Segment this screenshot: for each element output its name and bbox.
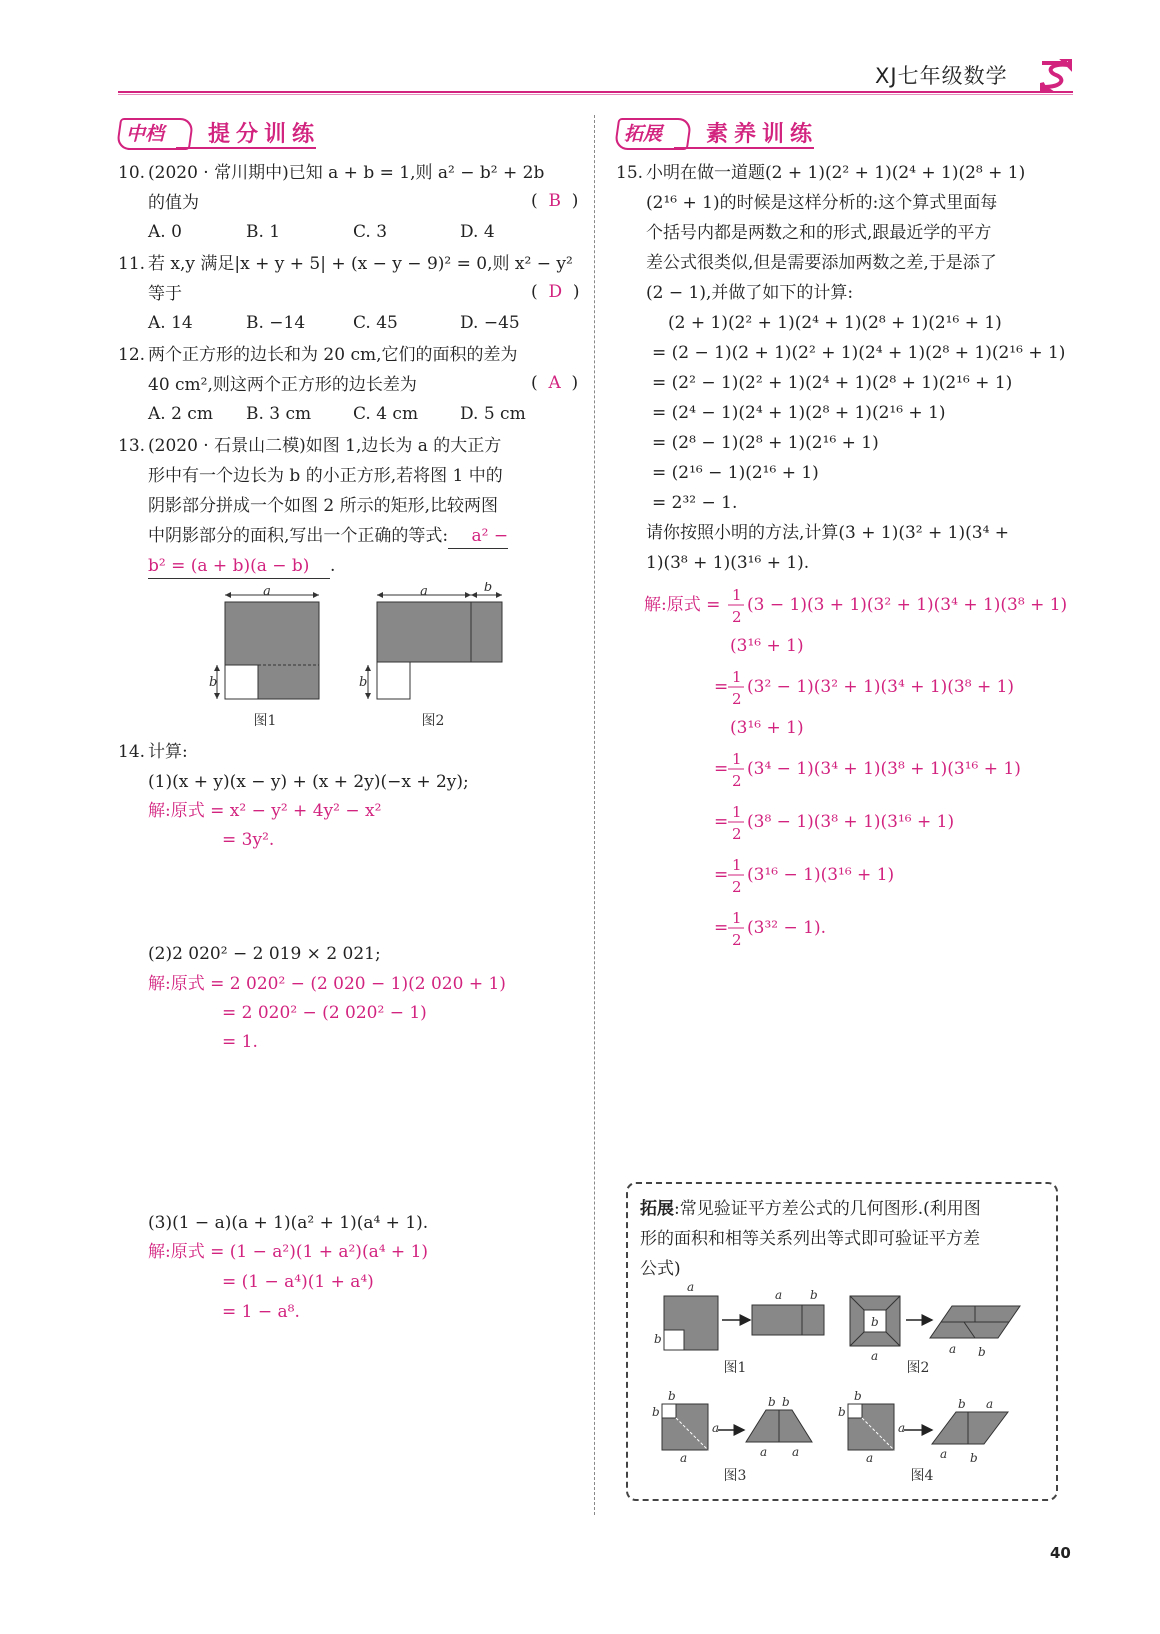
q15-calc-1: = (2 − 1)(2 + 1)(2² + 1)(2⁴ + 1)(2⁸ + 1)(2¹⁶ + 1) [652, 343, 1066, 363]
q14-part2-sol3: = 1. [222, 1032, 258, 1052]
q11-line2: 等于 [148, 284, 182, 304]
section-badge-right-text: 拓展 [624, 123, 663, 145]
fig2-label-b2: b [359, 675, 368, 690]
box-fig4-parallelogram [932, 1412, 1008, 1444]
box-fig4-pa1: a [986, 1397, 994, 1411]
box-line3: 公式) [640, 1259, 681, 1279]
q15-calc-2: = (2² − 1)(2² + 1)(2⁴ + 1)(2⁸ + 1)(2¹⁶ + 1) [652, 373, 1013, 393]
q15-eq-2: = [714, 677, 729, 697]
fig2-rectangle [377, 602, 502, 662]
q15-sol-5: (3⁸ − 1)(3⁸ + 1)(3¹⁶ + 1) [747, 812, 955, 832]
q13-number: 13. [118, 436, 146, 456]
q13-line5 [148, 554, 335, 579]
box-fig3-a2: a [680, 1451, 688, 1465]
box-fig3-caption: 图3 [723, 1468, 747, 1484]
box-fig3-tb2: b [782, 1395, 790, 1409]
q15-frac2-den: 2 [732, 690, 742, 708]
q13-line1 [118, 434, 501, 458]
q10-option-c: C. 3 [353, 222, 388, 242]
q10-option-d: D. 4 [460, 222, 495, 242]
q12-line1 [118, 343, 517, 367]
q12-option-c: C. 4 cm [353, 404, 419, 424]
box-fig2-a: a [871, 1349, 879, 1363]
q15-ask2: 1)(3⁸ + 1)(3¹⁶ + 1). [646, 553, 810, 573]
q15-eq-6: = [714, 918, 729, 938]
fig1-label-b: b [209, 675, 218, 690]
q14-title [118, 740, 188, 764]
q15-sol-0: (3 − 1)(3 + 1)(3² + 1)(3⁴ + 1)(3⁸ + 1) [747, 595, 1068, 615]
q14-part3: (3)(1 − a)(a + 1)(a² + 1)(a⁴ + 1). [148, 1213, 429, 1233]
q11-answer: D [548, 282, 563, 302]
box-fig3-small [662, 1404, 676, 1418]
q11-option-b: B. −14 [246, 313, 306, 333]
q15-calc-5: = (2¹⁶ − 1)(2¹⁶ + 1) [652, 463, 819, 483]
box-fig2-pb: b [978, 1345, 986, 1359]
box-fig1-b: b [654, 1332, 662, 1346]
q15-frac4-den: 2 [732, 825, 742, 843]
q15-sol-7: (3³² − 1). [747, 918, 826, 938]
q15-frac3-num: 1 [732, 750, 742, 768]
box-fig3 [652, 1389, 812, 1484]
q13-period: . [330, 556, 336, 576]
q11-option-a: A. 14 [148, 313, 193, 333]
box-fig1-a: a [687, 1280, 695, 1294]
box-lead: 拓展 [640, 1199, 674, 1219]
box-fig4-b2: b [838, 1405, 846, 1419]
q15-frac5-den: 2 [732, 878, 742, 896]
q14-title-text: 计算: [148, 742, 188, 762]
q14-part3-sol2: = (1 − a⁴)(1 + a⁴) [222, 1272, 374, 1292]
q15-sol-3: (3¹⁶ + 1) [730, 718, 804, 738]
q10-line2: 的值为 [148, 193, 199, 213]
q15-eq-3: = [714, 759, 729, 779]
box-fig1-rect-a: a [775, 1288, 783, 1302]
q15-frac5-num: 1 [732, 856, 742, 874]
q10-text: (2020 · 常川期中)已知 a + b = 1,则 a² − b² + 2b [148, 163, 545, 183]
q15-calc-6: = 2³² − 1. [652, 493, 738, 513]
q15-line2: (2¹⁶ + 1)的时候是这样分析的:这个算式里面每 [646, 193, 998, 213]
q14-number: 14. [118, 742, 146, 762]
fig2-white-square [377, 662, 410, 699]
box-fig4-pa2: a [940, 1447, 948, 1461]
q13-answer-part1: a² − [448, 524, 508, 549]
q11-number: 11. [118, 254, 146, 274]
header-title: XJ七年级数学 [875, 64, 1008, 88]
q15-sol-4: (3⁴ − 1)(3⁴ + 1)(3⁸ + 1)(3¹⁶ + 1) [747, 759, 1021, 779]
box-fig1 [654, 1280, 824, 1376]
fig1-caption: 图1 [253, 713, 277, 729]
q12-option-d: D. 5 cm [460, 404, 526, 424]
box-line1 [640, 1194, 981, 1219]
q13-answer-part2: b² = (a + b)(a − b) [148, 554, 330, 579]
box-fig1-rect-b: b [810, 1288, 818, 1302]
fig2-label-a: a [420, 584, 428, 599]
box-fig2 [850, 1296, 1020, 1376]
q15-frac4-num: 1 [732, 803, 742, 821]
box-fig3-ta2: a [792, 1445, 800, 1459]
q15-eq-5: = [714, 865, 729, 885]
q15-sol-prefix: 解:原式 = [644, 595, 721, 615]
box-fig2-caption: 图2 [906, 1360, 930, 1376]
brand-logo-icon [1040, 59, 1074, 95]
q13-line3: 阴影部分拼成一个如图 2 所示的矩形,比较两图 [148, 496, 499, 516]
q11-option-c: C. 45 [353, 313, 398, 333]
box-fig3-tb1: b [768, 1395, 776, 1409]
q15-frac2-num: 1 [732, 668, 742, 686]
q15-calc-4: = (2⁸ − 1)(2⁸ + 1)(2¹⁶ + 1) [652, 433, 879, 453]
q15-sol-1: (3¹⁶ + 1) [730, 636, 804, 656]
box-fig3-ta1: a [760, 1445, 768, 1459]
header-rule-thin [118, 94, 1073, 95]
q15-frac1-num: 1 [732, 586, 742, 604]
fig2-caption: 图2 [421, 713, 445, 729]
q15-number: 15. [616, 163, 644, 183]
column-divider [594, 115, 595, 1515]
q15-line3: 个括号内都是两数之和的形式,跟最近学的平方 [646, 223, 992, 243]
q15-frac6-den: 2 [732, 931, 742, 949]
box-line2: 形的面积和相等关系列出等式即可验证平方差 [640, 1229, 980, 1249]
q12-answer: A [548, 373, 561, 393]
q13-line4 [148, 524, 508, 549]
q15-solution [644, 580, 1084, 970]
q13-fig2 [359, 582, 502, 729]
q14-part3-sol3: = 1 − a⁸. [222, 1302, 300, 1322]
q14-part1: (1)(x + y)(x − y) + (x + 2y)(−x + 2y); [148, 772, 469, 792]
q15-sol-6: (3¹⁶ − 1)(3¹⁶ + 1) [747, 865, 895, 885]
q15-text: 小明在做一道题(2 + 1)(2² + 1)(2⁴ + 1)(2⁸ + 1) [646, 163, 1026, 183]
box-fig4-a2: a [866, 1451, 874, 1465]
box-fig2-pa: a [949, 1342, 957, 1356]
q15-calc-3: = (2⁴ − 1)(2⁴ + 1)(2⁸ + 1)(2¹⁶ + 1) [652, 403, 946, 423]
box-fig3-b2: b [652, 1405, 660, 1419]
box-fig4-pb1: b [958, 1397, 966, 1411]
q10-number: 10. [118, 163, 146, 183]
section-header-left [118, 116, 418, 150]
q11-text: 若 x,y 满足|x + y + 5| + (x − y − 9)² = 0,则 x² − y² [148, 254, 573, 274]
q10-answer-bracket: ( B ) [531, 191, 579, 211]
box-fig2-b: b [871, 1315, 879, 1329]
q15-line1 [616, 161, 1025, 185]
section-title: 提分训练 [208, 122, 321, 147]
q14-part2-sol1: 解:原式 = 2 020² − (2 020 − 1)(2 020 + 1) [148, 974, 506, 994]
box-fig4-pb2: b [970, 1451, 978, 1465]
q15-frac1-den: 2 [732, 608, 742, 626]
q15-line4: 差公式很类似,但是需要添加两数之差,于是添了 [646, 253, 997, 273]
q15-calc-0: (2 + 1)(2² + 1)(2⁴ + 1)(2⁸ + 1)(2¹⁶ + 1) [668, 313, 1002, 333]
box-line1-text: :常见验证平方差公式的几何图形.(利用图 [674, 1199, 981, 1219]
q12-number: 12. [118, 345, 146, 365]
q13-figures [205, 582, 525, 732]
q10-line1 [118, 161, 544, 185]
q15-eq-4: = [714, 812, 729, 832]
q15-line5: (2 − 1),并做了如下的计算: [646, 283, 854, 303]
q13-line4-text: 中阴影部分的面积,写出一个正确的等式: [148, 526, 449, 546]
q14-part2-sol2: = 2 020² − (2 020² − 1) [222, 1003, 427, 1023]
q15-frac3-den: 2 [732, 772, 742, 790]
q11-option-d: D. −45 [460, 313, 520, 333]
q15-frac6-num: 1 [732, 909, 742, 927]
q11-line1 [118, 252, 573, 276]
q14-part1-sol2: = 3y². [222, 830, 275, 850]
fig1-small-square [225, 665, 258, 699]
fig1-label-a: a [263, 584, 271, 599]
q15-ask1: 请你按照小明的方法,计算(3 + 1)(3² + 1)(3⁴ + [646, 523, 1010, 543]
section-header-right [616, 116, 916, 150]
q13-fig1 [209, 584, 319, 729]
section-badge-text: 中档 [126, 123, 165, 145]
q13-text: (2020 · 石景山二模)如图 1,边长为 a 的大正方 [148, 436, 502, 456]
q13-line2: 形中有一个边长为 b 的小正方形,若将图 1 中的 [148, 466, 503, 486]
q10-answer: B [548, 191, 561, 211]
q12-line2: 40 cm²,则这两个正方形的边长差为 [148, 375, 417, 395]
box-fig3-b1: b [668, 1389, 676, 1403]
box-fig1-small-square [664, 1330, 684, 1350]
q11-answer-bracket: ( D ) [531, 282, 580, 302]
q14-part2: (2)2 020² − 2 019 × 2 021; [148, 944, 381, 964]
q14-part3-sol1: 解:原式 = (1 − a²)(1 + a²)(a⁴ + 1) [148, 1242, 429, 1262]
box-fig4 [838, 1389, 1008, 1484]
box-fig1-rect [752, 1305, 824, 1335]
page-number: 40 [1050, 1544, 1071, 1562]
box-fig3-a1: a [712, 1421, 720, 1435]
box-fig4-a1: a [898, 1421, 906, 1435]
box-fig4-b1: b [854, 1389, 862, 1403]
q12-answer-bracket: ( A ) [531, 373, 579, 393]
q10-option-a: A. 0 [148, 222, 182, 242]
section-title-right: 素养训练 [706, 122, 819, 147]
q12-option-a: A. 2 cm [148, 404, 213, 424]
q15-sol-2: (3² − 1)(3² + 1)(3⁴ + 1)(3⁸ + 1) [747, 677, 1015, 697]
q14-part1-sol1: 解:原式 = x² − y² + 4y² − x² [148, 801, 382, 821]
box-figures [640, 1280, 1050, 1495]
q12-option-b: B. 3 cm [246, 404, 312, 424]
box-fig4-caption: 图4 [910, 1468, 934, 1484]
q12-text: 两个正方形的边长和为 20 cm,它们的面积的差为 [148, 345, 518, 365]
box-fig1-caption: 图1 [723, 1360, 747, 1376]
box-fig4-small [848, 1404, 862, 1418]
q10-option-b: B. 1 [246, 222, 281, 242]
fig2-label-b: b [483, 582, 493, 595]
header-rule [118, 91, 1073, 93]
